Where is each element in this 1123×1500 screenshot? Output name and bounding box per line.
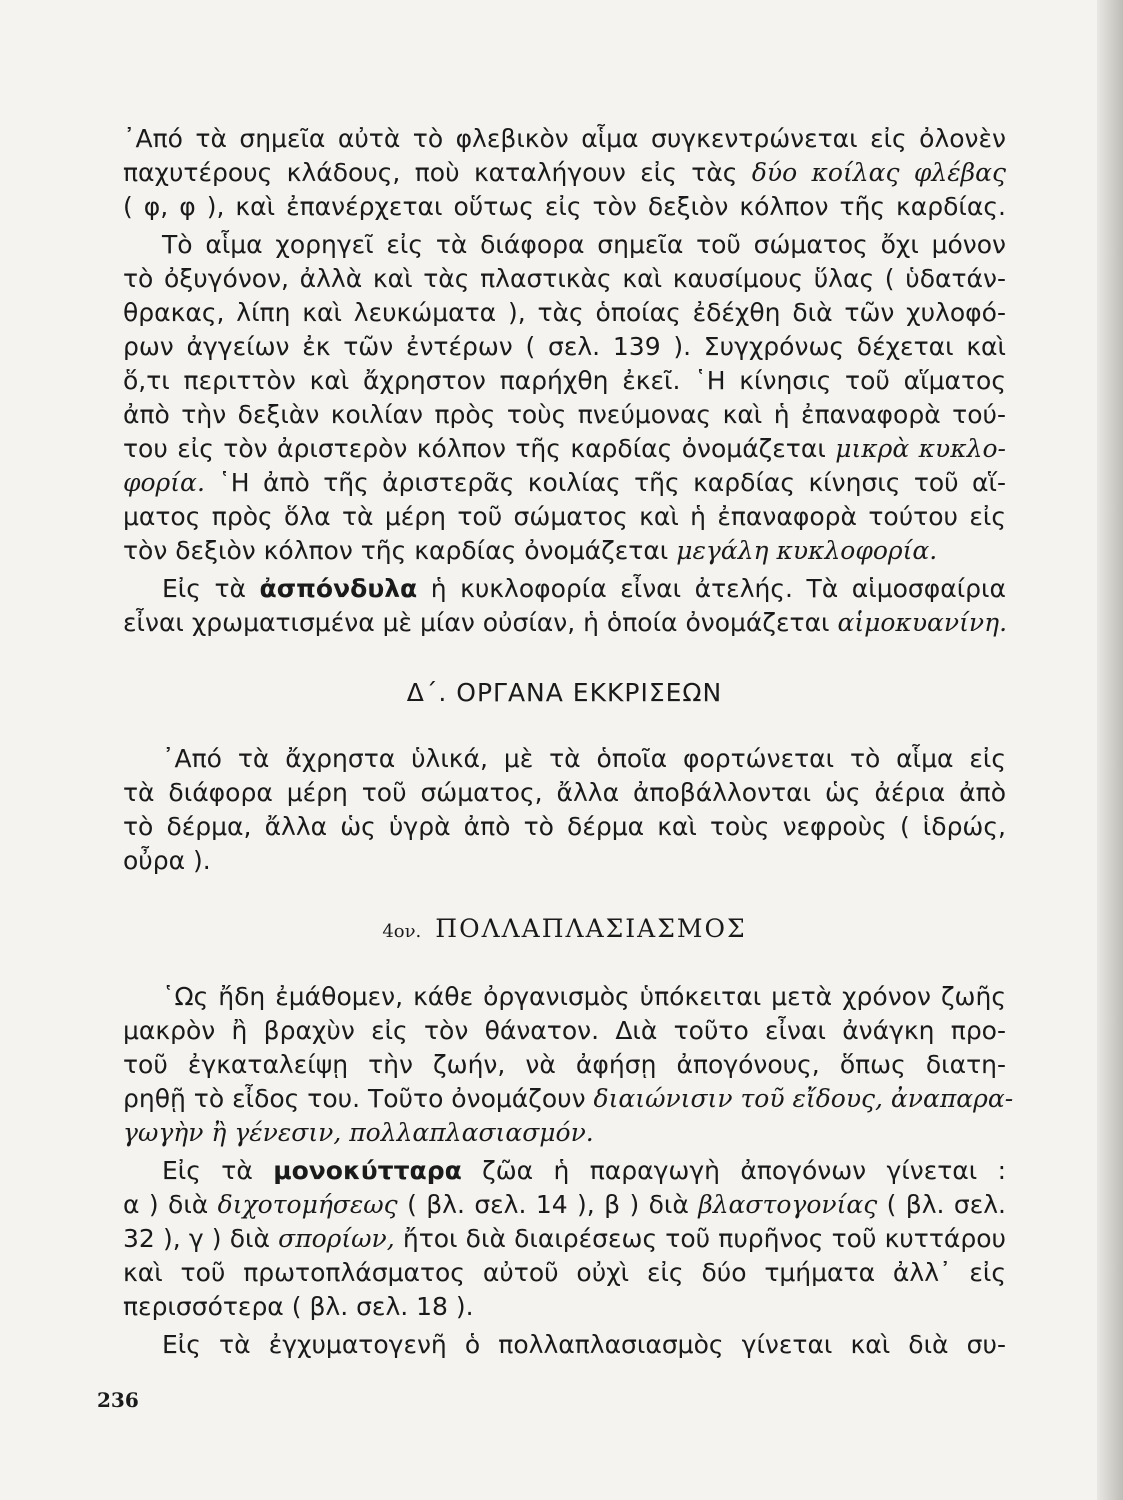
text-line: [162, 1154, 1006, 1188]
section-number: 4ον.: [382, 921, 422, 942]
text-line: ὅ,τι περιττὸν καὶ ἄχρηστον παρήχθη ἐκεῖ. ῾Η κίνησις τοῦ αἵματος: [123, 366, 1006, 395]
text-line: [162, 572, 1006, 606]
text-span: παχυτέρους κλάδους, ποὺ καταλήγουν εἰς τὰς: [123, 158, 752, 187]
text-line: [123, 432, 1006, 466]
text-line: [123, 1116, 1006, 1150]
book-spine-shadow: [1097, 0, 1123, 1500]
text-span: εἶναι χρωματισμένα μὲ μίαν οὐσίαν, ἡ ὁποία ὀνομάζεται: [123, 608, 838, 637]
section-heading: [123, 912, 1006, 949]
text-span: ἡ κυκλοφορία εἶναι ἀτελής. Τὰ αἱμοσφαίρια: [417, 574, 1006, 603]
text-line: ᾿Από τὰ ἄχρηστα ὑλικά, μὲ τὰ ὁποῖα φορτώνεται τὸ αἷμα εἰς: [162, 744, 1006, 773]
text-span: τὸν δεξιὸν κόλπον τῆς καρδίας ὀνομάζεται: [123, 536, 677, 565]
text-span: 32 ), γ ) διὰ: [123, 1224, 279, 1253]
italic-term: μικρὰ κυκλο-: [835, 434, 1006, 463]
section-title: ΠΟΛΛΑΠΛΑΣΙΑΣΜΟΣ: [435, 914, 747, 943]
text-span: α ) διὰ: [123, 1190, 218, 1219]
text-line: ᾿Από τὰ σημεῖα αὐτὰ τὸ φλεβικὸν αἷμα συγκεντρώνεται εἰς ὀλονὲν: [123, 124, 1006, 153]
text-line: [123, 1188, 1006, 1222]
text-line: ( φ, φ ), καὶ ἐπανέρχεται οὕτως εἰς τὸν δεξιὸν κόλπον τῆς καρδίας.: [123, 192, 1006, 221]
text-line: τὸ δέρμα, ἄλλα ὡς ὑγρὰ ἀπὸ τὸ δέρμα καὶ τοὺς νεφροὺς ( ἱδρώς,: [123, 812, 1006, 841]
bold-term: ἀσπόνδυλα: [259, 574, 418, 603]
text-line: [123, 1222, 1006, 1256]
text-span: Εἰς τὰ: [162, 1156, 274, 1185]
text-line: μακρὸν ἢ βραχὺν εἰς τὸν θάνατον. Διὰ τοῦτο εἶναι ἀνάγκη προ-: [123, 1016, 1006, 1045]
text-line: τοῦ ἐγκαταλείψῃ τὴν ζωήν, νὰ ἀφήσῃ ἀπογόνους, ὅπως διατη-: [123, 1050, 1006, 1079]
section-heading: Δ΄. ΟΡΓΑΝΑ ΕΚΚΡΙΣΕΩΝ: [406, 678, 723, 707]
text-span: του εἰς τὸν ἀριστερὸν κόλπον τῆς καρδίας ὀνομάζεται: [123, 434, 836, 463]
italic-term: διχοτομήσεως: [217, 1190, 398, 1219]
text-span: ( βλ. σελ.: [877, 1190, 1006, 1219]
text-span: ( βλ. σελ. 14 ), β ) διὰ: [397, 1190, 699, 1219]
text-line: ρων ἀγγείων ἐκ τῶν ἐντέρων ( σελ. 139 ). Συγχρόνως δέχεται καὶ: [123, 332, 1006, 361]
italic-term: φορία.: [123, 468, 205, 497]
text-span: ρηθῇ τὸ εἶδος του. Τοῦτο ὀνομάζουν: [123, 1084, 594, 1113]
text-line: καὶ τοῦ πρωτοπλάσματος αὐτοῦ οὐχὶ εἰς δύο τμήματα ἀλλ᾿ εἰς: [123, 1258, 1006, 1287]
text-line: [123, 466, 1006, 500]
bold-term: μονοκύτταρα: [273, 1156, 462, 1185]
italic-term: σπορίων,: [278, 1224, 395, 1253]
text-line: οὖρα ).: [123, 846, 211, 875]
page-number: 236: [97, 1388, 139, 1412]
text-span: Εἰς τὰ: [162, 574, 260, 603]
text-line: περισσότερα ( βλ. σελ. 18 ).: [123, 1292, 474, 1321]
text-line: ἀπὸ τὴν δεξιὰν κοιλίαν πρὸς τοὺς πνεύμονας καὶ ἡ ἐπαναφορὰ τού-: [123, 400, 1006, 429]
italic-term: αἱμοκυανίνη.: [837, 608, 1008, 637]
text-line: Τὸ αἷμα χορηγεῖ εἰς τὰ διάφορα σημεῖα τοῦ σώματος ὄχι μόνον: [162, 230, 1006, 259]
text-line: τὰ διάφορα μέρη τοῦ σώματος, ἄλλα ἀποβάλλονται ὡς ἀέρια ἀπὸ: [123, 778, 1006, 807]
text-line: [123, 1082, 1014, 1116]
text-line: τὸ ὀξυγόνον, ἀλλὰ καὶ τὰς πλαστικὰς καὶ καυσίμους ὕλας ( ὑδατάν-: [123, 264, 1006, 293]
italic-term: γωγὴν ἢ γένεσιν, πολλαπλασιασμόν.: [123, 1118, 594, 1147]
italic-term: βλαστογονίας: [698, 1190, 878, 1219]
text-span: ζῶα ἡ παραγωγὴ ἀπογόνων γίνεται :: [461, 1156, 1007, 1185]
text-line: [123, 606, 1006, 640]
text-line: ῾Ως ἤδη ἐμάθομεν, κάθε ὀργανισμὸς ὑπόκειται μετὰ χρόνον ζωῆς: [162, 982, 1006, 1011]
text-line: ματος πρὸς ὅλα τὰ μέρη τοῦ σώματος καὶ ἡ ἐπαναφορὰ τούτου εἰς: [123, 502, 1006, 531]
text-line: [123, 156, 1006, 190]
text-span: ῾Η ἀπὸ τῆς ἀριστερᾶς κοιλίας τῆς καρδίας κίνησις τοῦ αἵ-: [204, 468, 1006, 497]
italic-term: δύο κοίλας φλέβας: [751, 158, 1007, 187]
text-line: θρακας, λίπη καὶ λευκώματα ), τὰς ὁποίας ἐδέχθη διὰ τῶν χυλοφό-: [123, 298, 1006, 327]
text-line: [123, 534, 1006, 568]
text-span: ἤτοι διὰ διαιρέσεως τοῦ πυρῆνος τοῦ κυττάρου: [394, 1224, 1006, 1253]
italic-term: μεγάλη κυκλοφορία.: [676, 536, 938, 565]
text-line: Εἰς τὰ ἐγχυματογενῆ ὁ πολλαπλασιασμὸς γίνεται καὶ διὰ συ-: [162, 1330, 1006, 1359]
italic-term: διαιώνισιν τοῦ εἴδους, ἀναπαρα-: [593, 1084, 1014, 1113]
